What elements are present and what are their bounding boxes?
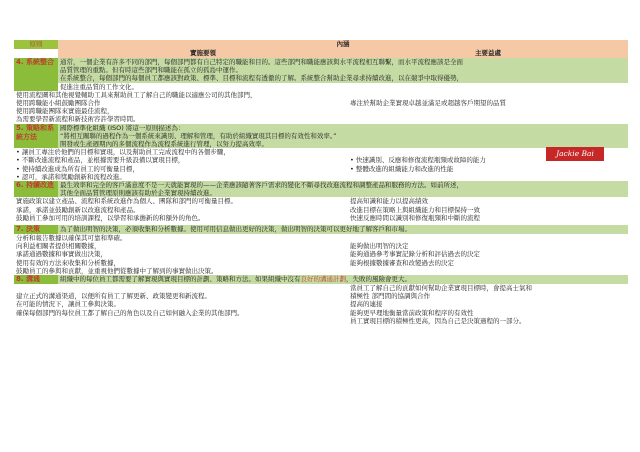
action-item: • 讓員工專注於他們的目標和實現，以及幫助員工完成流程中的各個步驟， (14, 148, 348, 156)
principle-label: 6. 持續改進 (14, 181, 58, 197)
intro-line: 國際標準化組織 (ISO) 將這一原則描述為： (58, 124, 628, 132)
principle-label: 4. 系統整合 (14, 58, 58, 91)
intro-line: 為了做出明智的決策，必須收集和分析數據。使用可用信息做出更好的決策，做出明智的決策可以更好地了解客戶和市場。 (58, 225, 628, 234)
principle-header: 原則 (14, 40, 58, 49)
table-row (14, 300, 628, 308)
action-item: 使用流程圖和其他視覺輔助工具來幫助員工了解自己的職能以適應公司的其他部門， (14, 91, 348, 99)
action-item: 承諾，承諾並鼓勵創新以改進流程和產品。 (14, 206, 348, 214)
action-item: 使用有效的方法來收集和分析數據， (14, 259, 348, 267)
action-item: • 不斷改進流程和產品，並根據需要升級設備以實現目標， (14, 156, 348, 164)
section-intro-row (14, 225, 628, 234)
intro-line (58, 275, 628, 284)
action-item: 使用跨職能團隊來實施最佳流程， (14, 107, 348, 115)
table-row (14, 267, 628, 275)
content-header: 內涵 (58, 40, 628, 49)
actions-header: 實施要領 (58, 49, 348, 58)
table-row (14, 317, 628, 325)
table-row (14, 99, 628, 107)
table-row (14, 206, 628, 214)
section-intro-row (14, 181, 628, 189)
benefit-item (348, 91, 628, 99)
action-item: 鼓勵員工的參與和貢獻，並重視他們從數據中了解到的事實做出決策。 (14, 267, 348, 275)
table-row (14, 148, 628, 156)
table-row (14, 156, 628, 164)
intro-text: 組織中的每位員工都需要了解實現與實現目標的計劃、策略和方法。如果組織中沒有 (60, 275, 301, 284)
benefit-item (348, 267, 628, 275)
action-item: 在可能的情況下，讓員工參與決策。 (14, 300, 348, 308)
action-item: • 認可，承諾和獎勵創新和流程改進。 (14, 173, 348, 181)
benefit-item: 積極性 部門間的協調與合作 (348, 292, 628, 300)
intro-line: “將相互關聯的過程作為一個系統來識別、理解和管理，有助於組織實現其目標的有效性和效率。” (58, 132, 628, 140)
benefit-item: 能夠更早理地衡量當前政策和程序的有效性 (348, 309, 628, 317)
action-item: 為需要學習新流程和新技術容許學習時間。 (14, 115, 348, 123)
section-intro-row (14, 58, 628, 66)
action-item (14, 284, 348, 292)
action-item: 使用跨職能小組鼓勵團隊合作 (14, 99, 348, 107)
table-row (14, 284, 628, 292)
benefit-item: 能夠根據數據審查和改變過去的決定 (348, 259, 628, 267)
action-item: 確保每個部門的每位員工都了解自己的角色以及自己如何融入企業的其他部門。 (14, 309, 348, 317)
action-item: • 使持續改進成為所有員工的可衡量目標， (14, 165, 348, 173)
benefits-header: 主要益處 (348, 49, 628, 58)
intro-line: 其他全面品質管理原則應該有助於企業實現持續改進。 (58, 189, 628, 197)
intro-line: 通常，一個企業有許多不同的部門，每個部門都有自己特定的職能和目的。這些部門和職能應該與水平流程相互聯繫，而水平流程應該是全面 (58, 58, 628, 66)
intro-line: 品質管理的重點。但有時這些部門和職能在孤立的孤島中運作。 (58, 66, 628, 74)
intro-highlight: 良好的溝通計劃 (300, 275, 346, 284)
table-row (14, 242, 628, 250)
principle-label: 8. 溝通 (14, 275, 58, 284)
benefit-item (348, 234, 628, 242)
action-item: 實施政策以建立產品、流程和系統改進作為個人、團隊和部門的可衡量目標。 (14, 197, 348, 205)
action-item: 向利益相關者提供相關數據， (14, 242, 348, 250)
benefit-item: • 整體改進的組織能力和改進的性能 (348, 165, 628, 173)
benefit-item (348, 173, 628, 181)
benefit-item: 提高的連接 (348, 300, 628, 308)
benefit-item (348, 107, 628, 115)
action-item: 鼓勵員工參加可用的培訓課程，以學習和承擔新的和額外的角色。 (14, 214, 348, 222)
action-item: 建立正式的溝通渠道，以便所有員工了解更新、政策變更和新流程。 (14, 292, 348, 300)
section-intro-row (14, 275, 628, 284)
table-row (14, 173, 628, 181)
benefit-item: 能夠通過參考事實記錄分析和評估過去的決定 (348, 250, 628, 258)
table-row (14, 197, 628, 205)
benefit-item: 快速反應時間以識別和修復瓶頸和中斷的流程 (348, 214, 628, 222)
principle-label: 5. 策略和系統方法 (14, 124, 58, 149)
intro-line: 最生效率和完全的客戶滿意度不是一天就能實現的——企業應該隨著客戶需求的變化不斷尋找改進流程和調整產品和服務的方法。如前所述， (58, 181, 628, 189)
action-item: 分析和報告數據以確保其可靠和準確。 (14, 234, 348, 242)
benefit-item: 當員工了解自己的貢獻如何幫助企業實現目標時，會提高士氣和 (348, 284, 628, 292)
table-row (14, 107, 628, 115)
action-item: 承諾通過數據和事實做出決策， (14, 250, 348, 258)
principle-label: 7. 決策 (14, 225, 58, 234)
table-row (14, 309, 628, 317)
table-row (14, 115, 628, 123)
benefit-item: 提高知識和能力以提高績效 (348, 197, 628, 205)
benefit-item: 專注於幫助企業實現卓越並滿足或超越客戶期望的品質 (348, 99, 628, 107)
benefit-item (348, 115, 628, 123)
table-row (14, 165, 628, 173)
intro-text: ，失敗的風險會更大。 (346, 275, 411, 284)
table-row (14, 91, 628, 99)
table-row (14, 234, 628, 242)
intro-line: 促進注重品質的工作文化。 (58, 83, 628, 91)
benefit-item: 員工實現目標的積極性更高，因為自己是決策過程的一部分。 (348, 317, 628, 325)
table-row (14, 292, 628, 300)
author-signature-badge: Jackie Bai (546, 147, 604, 161)
benefit-item: 改進目標在策略上與組織能力和目標保持一致 (348, 206, 628, 214)
tqm-principles-table (14, 40, 628, 325)
table-row (14, 259, 628, 267)
benefit-item: • 快速識別、反應和修復流程瓶頸或故障的能力 (348, 156, 628, 164)
table-row (14, 250, 628, 258)
intro-line: 開發或生產週期內的多個流程作為流程系統進行管理，以努力提高效率。 (58, 140, 628, 148)
intro-line: 在系統整合，每個部門的每個員工都應該對政策、標準、目標和流程有透徹的了解。系統整合幫助企業尋求持續改進，以在競爭中取得優勢， (58, 74, 628, 82)
table-row (14, 214, 628, 222)
table-subheader-row (14, 49, 628, 58)
benefit-item: 能夠做出明智的決定 (348, 242, 628, 250)
section-intro-row (14, 124, 628, 132)
action-item (14, 317, 348, 325)
table-header-row (14, 40, 628, 49)
